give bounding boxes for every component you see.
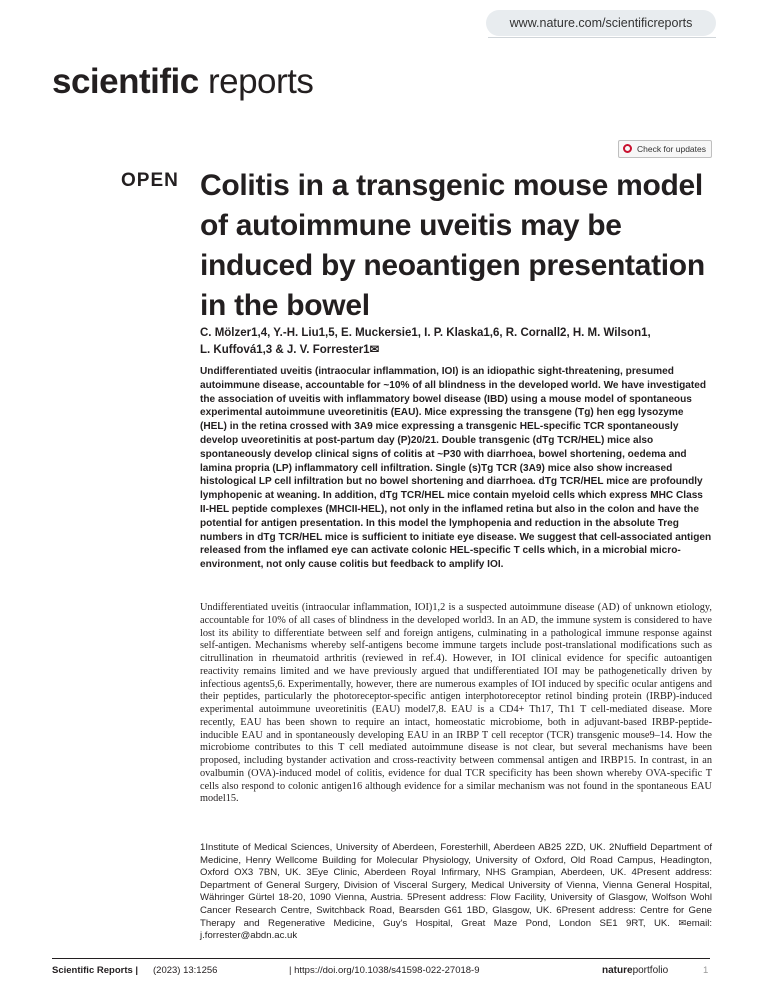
footer-journal: Scientific Reports |	[52, 965, 139, 976]
abstract: Undifferentiated uveitis (intraocular inflammation, IOI) is an idiopathic sight-threatening, presumed autoimmune disease, accountable for ~10% of all blindness in the developed world. We have investigated the association of uveitis with inflammatory bowel disease (IBD) using a mouse model of spontaneous experimental autoimmune uveoretinitis (EAU). Mice expressing the transgene (Tg) hen egg lysozyme (HEL) in the retina crossed with 3A9 mice expressing a transgenic HEL-specific TCR spontaneously develop uveoretinitis at post-partum day (P)20/21. Double transgenic (dTg TCR/HEL) mice also spontaneously develop clinical signs of colitis at ~P30 with diarrhoea, bowel shortening, oedema and lamina propria (LP) inflammatory cell infiltration. Single (s)Tg TCR (3A9) mice also show increased histological LP cell infiltration but no bowel shortening and diarrhoea. dTg TCR/HEL mice are profoundly lymphopenic at weaning. In addition, dTg TCR/HEL mice contain myeloid cells which express MHC Class II-HEL peptide complexes (MHCII-HEL), not only in the inflamed retina but also in the colon and have the potential for antigen presentation. In this model the lymphopenia and reduction in the absolute Treg numbers in dTg TCR/HEL mice is sufficient to initiate eye disease. We suggest that cell-associated antigen released from the inflamed eye can activate colonic HEL-specific T cells which, in a microbial micro-environment, not only cause colitis but feedback to amplify IOI.	[200, 366, 712, 571]
footer-volume: (2023) 13:1256	[153, 965, 218, 976]
introduction-paragraph: Undifferentiated uveitis (intraocular inflammation, IOI)1,2 is a suspected autoimmune disease (AD) of unknown etiology, accountable for 10% of all cases of blindness in the developed world3. In an AD, the immune system is considered to have lost its ability to differentiate between self and foreign antigens, culminating in a pathological immune response against self-antigen. Mechanisms whereby self-antigens become immune targets include post-translational modifications such as citrullination in rheumatoid arthritis (reviewed in ref.4). However, in IOI clinical evidence for specific autoantigen reactivity remains limited and we have previously argued that undifferentiated IOI may be pathogenetically driven by infectious agents5,6. Experimentally, however, there are numerous examples of IOI induced by specific ocular antigens and their peptides, particularly the photoreceptor-specific antigen interphotoreceptor retinol binding protein (IRBP)-induced experimental autoimmune uveoretinitis (EAU) model7,8. EAU is a CD4+ Th17, Th1 T cell-mediated disease. More recently, EAU has been shown to require an intact, homeostatic microbiome, both in adjuvant-based IRBP-peptide-inducible EAU and in spontaneously developing EAU in an IRBP T cell receptor (TCR) transgenic mouse9–14. How the microbiome contributes to this T cell mediated autoimmune disease is not clear, but several mechanisms have been proposed, including bystander activation and cross-reactivity between commensal antigen and IRBP15. In contrast, in an ovalbumin (OVA)-induced model of colitis, evidence for dual TCR specificity has been shown whereby OVA-specific T cells also respond to colonic antigen16 although evidence for a similar mechanism was not found in the spontaneous EAU model15.	[200, 602, 712, 805]
journal-logo-light: reports	[198, 62, 314, 101]
affiliations: 1Institute of Medical Sciences, University of Aberdeen, Foresterhill, Aberdeen AB25 2ZD, UK. 2Nuffield Department of Medicine, Henry Wellcome Building for Molecular Physiology, University of Oxford, Old Road Campus, Headington, Oxford OX3 7BN, UK. 3Eye Clinic, Aberdeen Royal Infirmary, NHS Grampian, Aberdeen, UK. 4Present address: Department of General Surgery, Division of Visceral Surgery, Medical University of Vienna, Vienna General Hospital, Währinger Gürtel 18-20, 1090 Vienna, Austria. 5Present address: Flow Facility, University of Glasgow, Wolfson Wohl Cancer Research Centre, Switchback Road, Bearsden G61 1BD, Glasgow, UK. 6Present address: Centre for Gene Therapy and Regenerative Medicine, Guy's Hospital, Great Maze Pond, London SE1 9RT, UK. ✉email: j.forrester@abdn.ac.uk	[200, 842, 712, 942]
check-for-updates-button[interactable]	[618, 140, 712, 158]
publisher-bold: nature	[602, 965, 633, 976]
footer-divider	[52, 958, 710, 959]
authors-line-2: L. Kuffová1,3 & J. V. Forrester1✉	[200, 344, 380, 356]
page-number: 1	[703, 965, 709, 976]
crossmark-icon	[623, 144, 632, 153]
check-for-updates-label: Check for updates	[637, 144, 706, 154]
journal-url-pill[interactable]: www.nature.com/scientificreports	[486, 10, 716, 36]
publisher-light: portfolio	[632, 965, 669, 976]
author-list	[200, 325, 700, 359]
header-divider	[488, 37, 716, 38]
journal-logo-bold: scientific	[52, 62, 199, 101]
publisher-logo	[602, 965, 668, 976]
article-title: Colitis in a transgenic mouse model of autoimmune uveitis may be induced by neoantigen presentation in the bowel	[200, 169, 705, 322]
open-access-label: OPEN	[121, 170, 179, 191]
footer-doi-link[interactable]: | https://doi.org/10.1038/s41598-022-27018-9	[289, 965, 480, 976]
authors-line-1: C. Mölzer1,4, Y.-H. Liu1,5, E. Muckersie1, I. P. Klaska1,6, R. Cornall2, H. M. Wilson1,	[200, 327, 651, 339]
journal-logo	[52, 62, 313, 102]
